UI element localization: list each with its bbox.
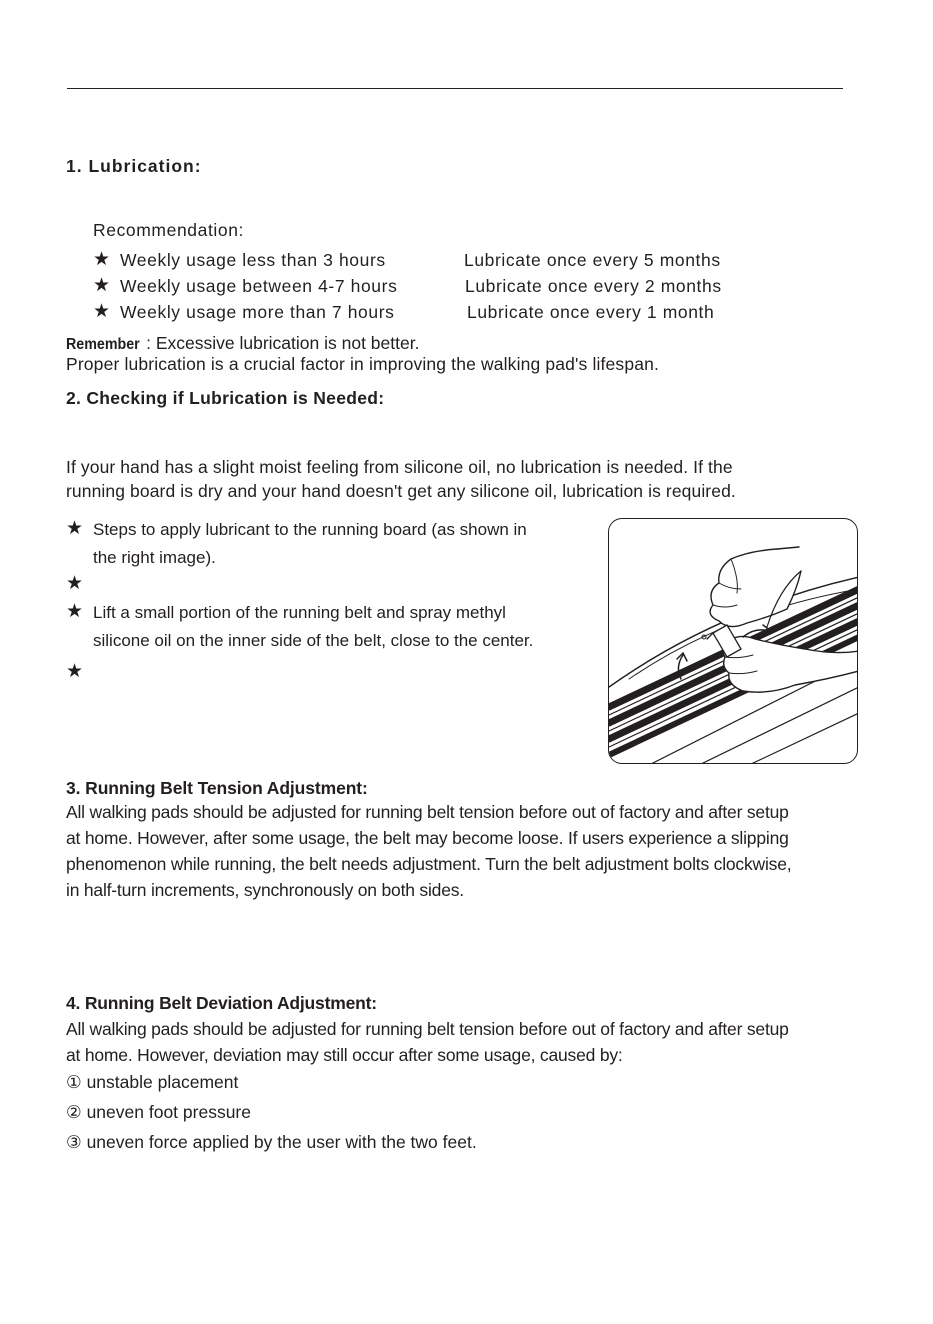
usage-label: Weekly usage between 4-7 hours xyxy=(120,276,398,296)
circled-number-two: ② xyxy=(66,1102,82,1122)
usage-label: Weekly usage more than 7 hours xyxy=(120,302,395,322)
cause-item xyxy=(66,1072,238,1093)
frequency-label: Lubricate once every 5 months xyxy=(464,250,721,270)
section-1-heading: 1. Lubrication: xyxy=(66,156,202,176)
paragraph-line: running board is dry and your hand doesn't get any silicone oil, lubrication is required. xyxy=(66,481,736,501)
hands-spraying-belt-image xyxy=(609,519,858,764)
cause-item xyxy=(66,1102,251,1123)
star-icon: ★ xyxy=(66,573,84,594)
remember-label: Remember xyxy=(66,336,140,353)
step-line: the right image). xyxy=(93,548,216,567)
remember-note xyxy=(66,333,419,354)
cause-text: unstable placement xyxy=(86,1072,239,1092)
usage-label: Weekly usage less than 3 hours xyxy=(120,250,386,270)
cause-item xyxy=(66,1132,477,1153)
paragraph-line: at home. However, after some usage, the belt may become loose. If users experience a slipping xyxy=(66,828,789,848)
star-icon: ★ xyxy=(66,601,84,622)
paragraph-line: in half-turn increments, synchronously on both sides. xyxy=(66,880,464,900)
section-2-paragraph xyxy=(66,455,736,503)
circled-number-one: ① xyxy=(66,1072,82,1092)
cause-text: uneven force applied by the user with the two feet. xyxy=(86,1132,477,1152)
step-line: Lift a small portion of the running belt and spray methyl xyxy=(93,603,506,622)
paragraph-line: phenomenon while running, the belt needs adjustment. Turn the belt adjustment bolts clockwise, xyxy=(66,854,792,874)
star-icon: ★ xyxy=(93,249,111,270)
frequency-label: Lubricate once every 1 month xyxy=(467,302,715,322)
star-icon: ★ xyxy=(93,275,111,296)
section-4-paragraph xyxy=(66,1016,789,1068)
section-2-heading: 2. Checking if Lubrication is Needed: xyxy=(66,388,385,408)
star-icon: ★ xyxy=(66,518,84,539)
paragraph-line: at home. However, deviation may still occur after some usage, caused by: xyxy=(66,1045,623,1065)
cause-text: uneven foot pressure xyxy=(86,1102,251,1122)
top-divider xyxy=(67,88,843,89)
paragraph-line: All walking pads should be adjusted for running belt tension before out of factory and after setup xyxy=(66,802,789,822)
lifespan-note: Proper lubrication is a crucial factor in improving the walking pad's lifespan. xyxy=(66,354,659,374)
paragraph-line: If your hand has a slight moist feeling from silicone oil, no lubrication is needed. If the xyxy=(66,457,733,477)
paragraph-line: All walking pads should be adjusted for running belt tension before out of factory and after setup xyxy=(66,1019,789,1039)
frequency-label: Lubricate once every 2 months xyxy=(465,276,722,296)
lubrication-illustration xyxy=(608,518,858,764)
circled-number-three: ③ xyxy=(66,1132,82,1152)
step-line: silicone oil on the inner side of the belt, close to the center. xyxy=(93,631,534,650)
step-line: Steps to apply lubricant to the running board (as shown in xyxy=(93,520,527,539)
star-icon: ★ xyxy=(93,301,111,322)
recommendation-label: Recommendation: xyxy=(93,220,245,240)
section-3-heading: 3. Running Belt Tension Adjustment: xyxy=(66,778,368,798)
section-3-paragraph xyxy=(66,799,791,903)
star-icon: ★ xyxy=(66,661,84,682)
section-4-heading: 4. Running Belt Deviation Adjustment: xyxy=(66,993,377,1013)
remember-text: : Excessive lubrication is not better. xyxy=(146,333,420,353)
